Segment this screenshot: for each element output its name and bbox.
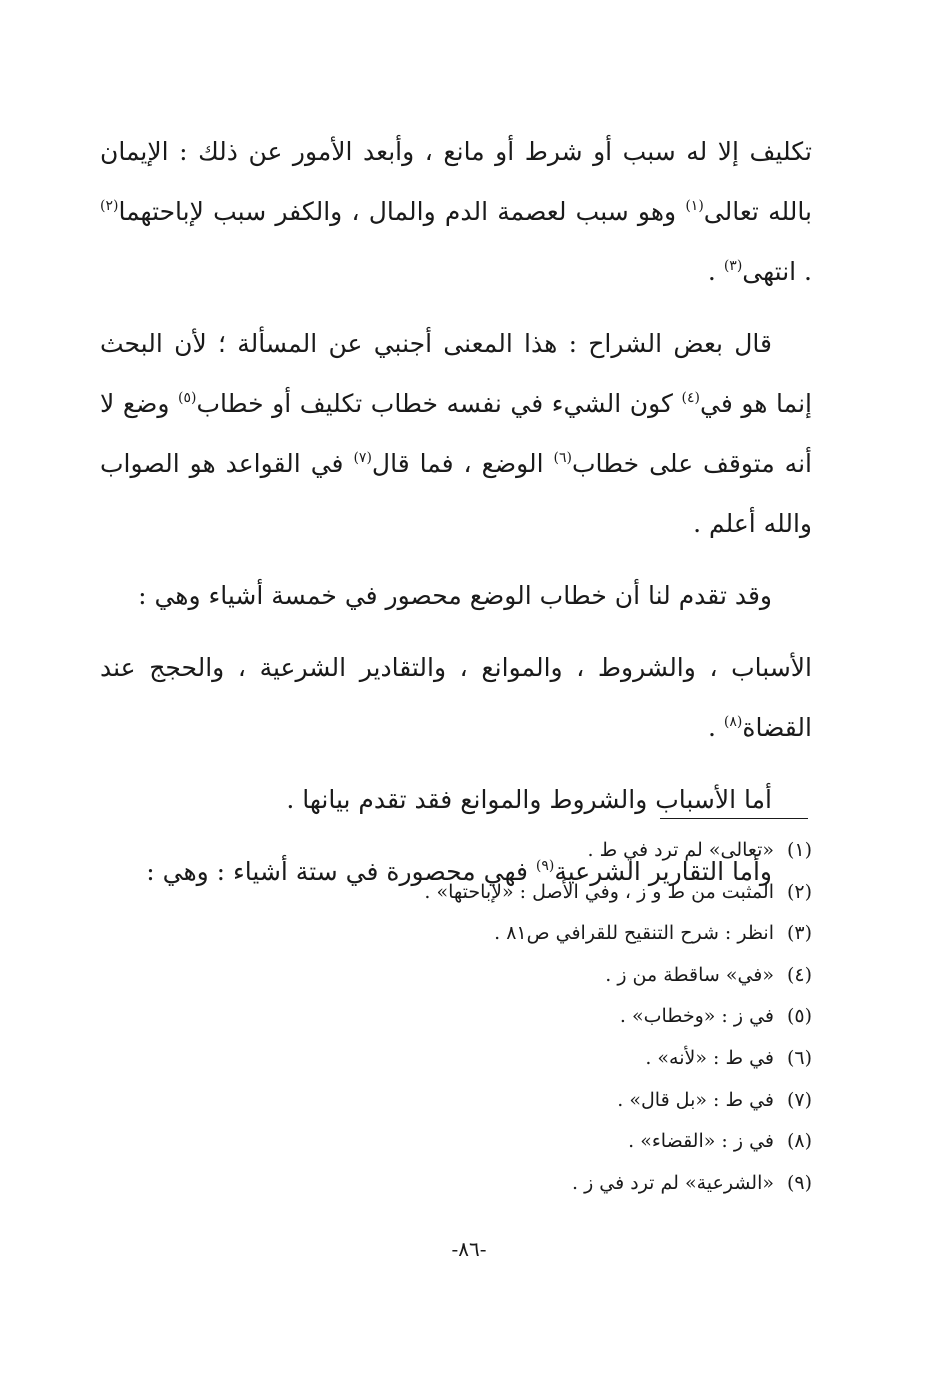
text-run: تكليف إلا له سبب أو شرط أو مانع ، وأبعد الأمور عن ذلك : الإيمان بالله تعالى xyxy=(100,137,812,226)
text-run: . انتهى xyxy=(742,257,812,286)
footnote-number: (٢) xyxy=(786,880,812,903)
footnote-ref-6: (٦) xyxy=(553,450,573,466)
footnote-item xyxy=(100,1121,812,1163)
footnote-number: (٣) xyxy=(786,922,812,945)
footnote-text: في ط : «بل قال» . xyxy=(617,1088,774,1111)
paragraph-2 xyxy=(100,314,812,554)
text-run: الوضع ، فما قال xyxy=(371,449,554,478)
paragraph-5: أما الأسباب والشروط والموانع فقد تقدم بيانها . xyxy=(286,785,772,814)
text-run: وهو سبب لعصمة الدم والمال ، والكفر سبب لإباحتهما xyxy=(118,197,686,226)
footnote-ref-9: (٩) xyxy=(535,858,555,874)
footnote-number: (٧) xyxy=(786,1088,812,1111)
text-run: الأسباب ، والشروط ، والموانع ، والتقادير الشرعية ، والحجج عند القضاة xyxy=(100,653,812,742)
footnote-ref-8: (٨) xyxy=(723,714,743,730)
text-run: في القواعد هو الصواب والله أعلم . xyxy=(100,449,812,538)
paragraph-4 xyxy=(100,638,812,758)
footnotes-list xyxy=(100,830,812,1204)
footnote-item xyxy=(100,913,812,955)
text-run: فهي محصورة في ستة أشياء : وهي : xyxy=(146,857,536,886)
text-run: وأما التقارير الشرعية xyxy=(554,857,772,886)
footnote-number: (٨) xyxy=(786,1130,812,1153)
footnote-item xyxy=(100,830,812,872)
footnote-number: (١) xyxy=(786,839,812,861)
text-run: . xyxy=(707,257,724,286)
footnote-text: انظر : شرح التنقيح للقرافي ص٨١ . xyxy=(494,922,774,945)
footnote-text: في ط : «لأنه» . xyxy=(645,1046,774,1069)
text-run: وضع لا أنه متوقف على خطاب xyxy=(100,389,812,478)
footnote-ref-7: (٧) xyxy=(353,450,372,466)
footnote-text: في ز : «وخطاب» . xyxy=(619,1005,774,1028)
footnote-item xyxy=(100,955,812,997)
footnote-ref-1: (١) xyxy=(685,198,704,214)
paragraph-3: وقد تقدم لنا أن خطاب الوضع محصور في خمسة أشياء وهي : xyxy=(138,581,772,610)
text-run: . xyxy=(708,713,724,742)
footnote-number: (٩) xyxy=(786,1171,812,1194)
footnote-ref-5: (٥) xyxy=(178,390,197,406)
footnote-item xyxy=(100,1080,812,1122)
footnote-text: المثبت من ط و ز ، وفي الأصل : «لإباحتها» . xyxy=(424,880,774,903)
footnote-ref-2: (٢) xyxy=(100,198,119,214)
footnote-ref-4: (٤) xyxy=(681,390,700,406)
footnote-text: «الشرعية» لم ترد في ز . xyxy=(571,1171,774,1194)
footnote-separator xyxy=(660,818,808,819)
footnote-item xyxy=(100,1038,812,1080)
main-text xyxy=(100,122,812,914)
footnote-item xyxy=(100,1163,812,1205)
footnote-text: «تعالى» لم ترد في ط . xyxy=(587,839,774,861)
footnote-number: (٥) xyxy=(786,1005,812,1028)
footnote-item xyxy=(100,872,812,914)
footnote-text: في ز : «القضاء» . xyxy=(628,1130,774,1153)
footnote-number: (٤) xyxy=(786,963,812,986)
footnote-item xyxy=(100,996,812,1038)
paragraph-1 xyxy=(100,122,812,302)
footnote-text: «في» ساقطة من ز . xyxy=(605,963,774,986)
footnote-ref-3: (٣) xyxy=(723,258,743,274)
page-number: -٨٦- xyxy=(451,1237,487,1261)
text-run: قال بعض الشراح : هذا المعنى أجنبي عن المسألة ؛ لأن البحث إنما هو في xyxy=(100,329,812,418)
text-run: كون الشيء في نفسه خطاب تكليف أو خطاب xyxy=(196,389,682,418)
footnote-number: (٦) xyxy=(786,1046,812,1069)
